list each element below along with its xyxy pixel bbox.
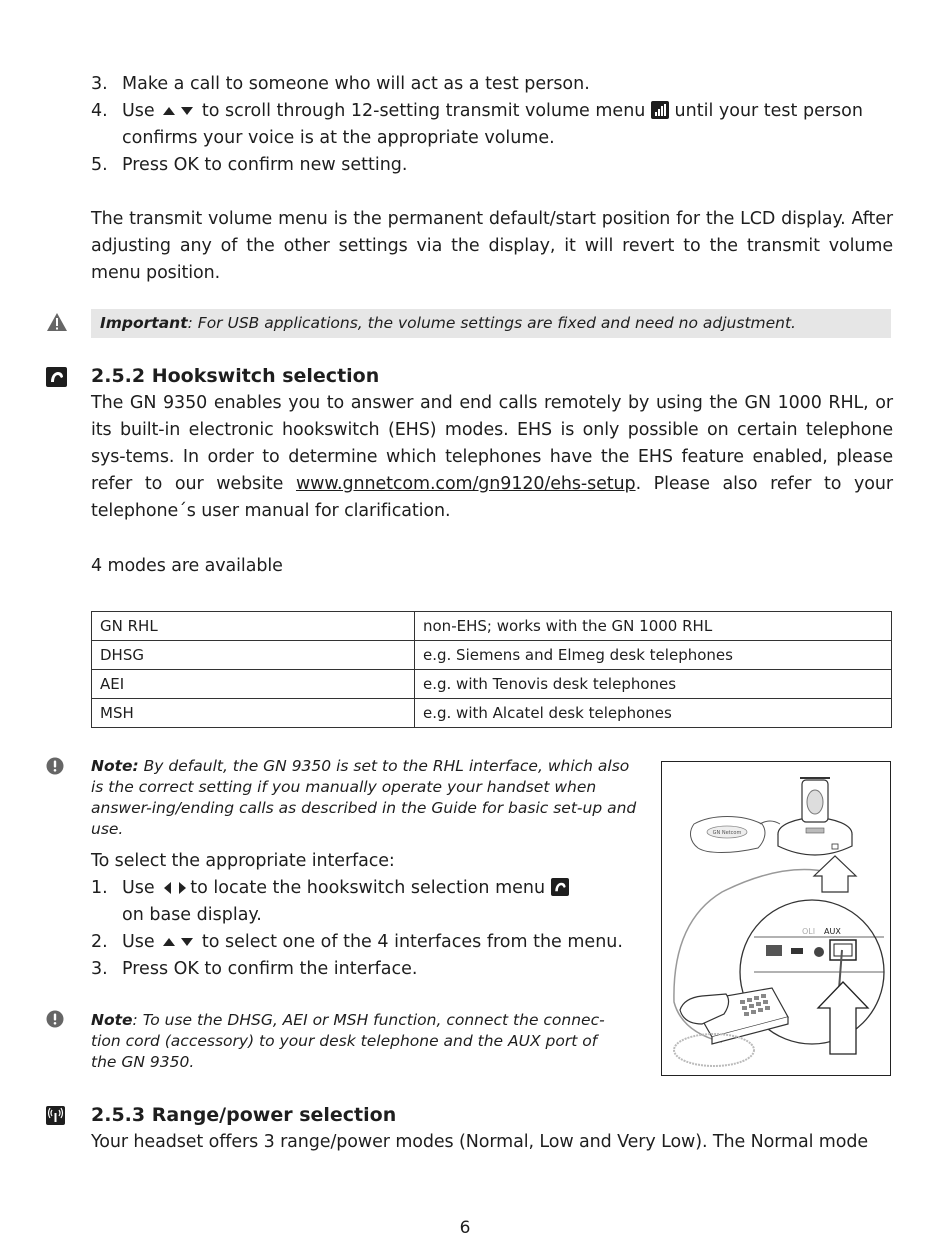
select-step-3: 3. Press OK to confirm the interface. [91, 959, 418, 979]
hookswitch-icon [551, 878, 569, 896]
note-default-rhl: Note: By default, the GN 9350 is set to the RHL interface, which also is the correct setting if you manually operate your handset when answer-ing/ending calls as described in the Guide for basic set-up and use. [91, 757, 637, 838]
range-antenna-icon [46, 1106, 65, 1129]
table-row: AEI e.g. with Tenovis desk telephones [92, 670, 892, 699]
arrow-left-icon [164, 882, 171, 894]
section-2-5-2-title: 2.5.2 Hookswitch selection [91, 365, 380, 387]
ehs-setup-link[interactable]: www.gnnetcom.com/gn9120/ehs-setup [295, 474, 636, 494]
step-4-scroll-volume: 4. Use to scroll through 12-setting transmit volume menu until your test person confirms your voice is at the appropriate volume. [91, 101, 863, 148]
table-row: MSH e.g. with Alcatel desk telephones [92, 699, 892, 728]
modes-table [91, 611, 892, 728]
select-step-2: 2. Use to select one of the 4 interfaces from the menu. [91, 932, 623, 952]
default-position-paragraph: The transmit volume menu is the permanent default/start position for the LCD display. After adjusting any of the other settings via the display, it will revert to the transmit volume menu position. [91, 209, 893, 283]
step-5-confirm: 5. Press OK to confirm new setting. [91, 155, 408, 175]
arrow-down-icon [181, 938, 193, 946]
modes-intro: 4 modes are available [91, 556, 283, 576]
warning-triangle-icon [46, 312, 68, 336]
aux-connection-illustration [661, 761, 891, 1076]
hookswitch-paragraph: The GN 9350 enables you to answer and end calls remotely by using the GN 1000 RHL, or its built-in electronic hookswitch (EHS) modes. EHS is only possible on certain telephone sys-tems. In order to determine which telephones have the EHS feature enabled, please refer to our website www.gnnetcom.com/gn9120/ehs-setup. Please also refer to your telephone´s user manual for clarification. [91, 393, 893, 521]
exclamation-icon [46, 1010, 64, 1032]
section-2-5-3-title: 2.5.3 Range/power selection [91, 1104, 397, 1126]
arrow-up-icon [163, 938, 175, 946]
svg-text:OLI: OLI [802, 927, 816, 936]
range-power-paragraph: Your headset offers 3 range/power modes (Normal, Low and Very Low). The Normal mode [91, 1132, 869, 1152]
svg-text:AUX: AUX [824, 927, 841, 936]
arrow-up-icon [163, 107, 175, 115]
arrow-right-icon [179, 882, 186, 894]
select-step-1: 1. Use to locate the hookswitch selection menu on base display. [91, 875, 651, 929]
svg-text:GN Netcom: GN Netcom [712, 830, 742, 836]
note-aux-connection: Note: To use the DHSG, AEI or MSH function, connect the connec-tion cord (accessory) to your desk telephone and the AUX port of the GN 9350. [91, 1011, 605, 1071]
table-row: GN RHL non-EHS; works with the GN 1000 RHL [92, 612, 892, 641]
volume-bars-icon [651, 101, 669, 119]
important-callout: Important: For USB applications, the volume settings are fixed and need no adjustment. [91, 309, 891, 338]
select-intro: To select the appropriate interface: [91, 851, 395, 871]
step-3-make-call: 3. Make a call to someone who will act as a test person. [91, 74, 590, 94]
hookswitch-icon [46, 367, 67, 391]
table-row: DHSG e.g. Siemens and Elmeg desk telephones [92, 641, 892, 670]
exclamation-icon [46, 757, 64, 779]
page-number: 6 [459, 1218, 471, 1238]
arrow-down-icon [181, 107, 193, 115]
